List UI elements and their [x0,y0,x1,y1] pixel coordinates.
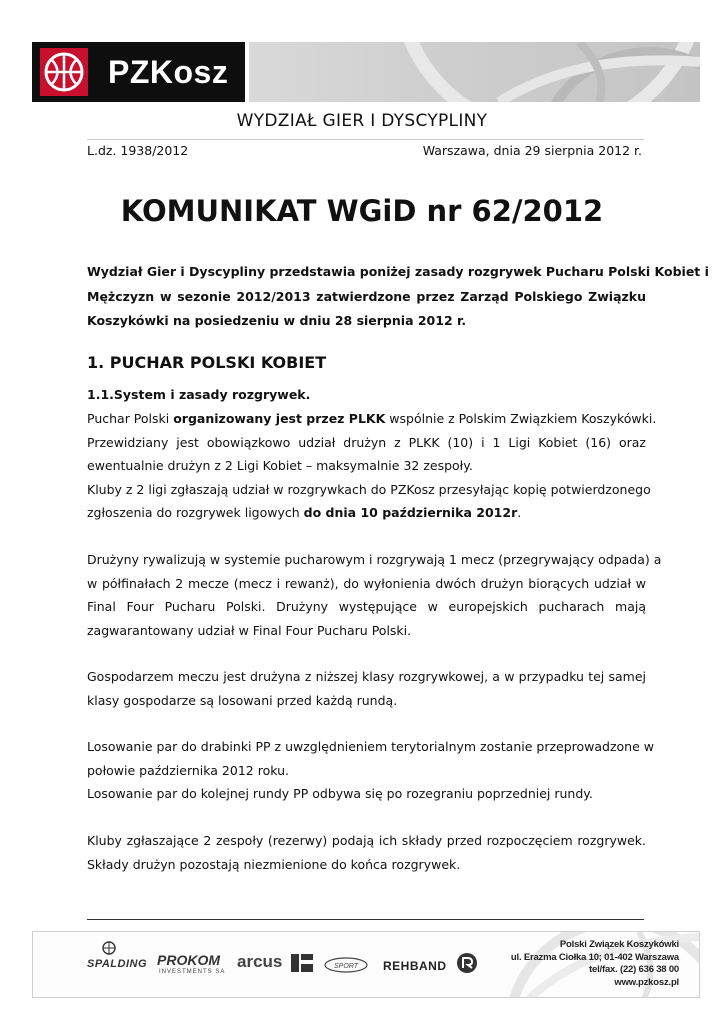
paragraph-line: Przewidziany jest obowiązkowo udział drużyn z PLKK (10) i 1 Ligi Kobiet (16) oraz [87,434,646,450]
sponsor-arcus: arcus [237,952,283,971]
bold-text-run: organizowany jest przez PLKK [173,411,386,426]
sponsor-rehband: REHBAND [383,959,447,973]
sport-badge-icon [324,957,368,973]
intro-paragraph [87,260,709,334]
pzkosz-logo [32,42,245,102]
paragraph-system [87,548,662,642]
paragraph-line: Losowanie par do kolejnej rundy PP odbywa się po rozegraniu poprzedniej rundy. [87,786,593,801]
footer [32,931,700,998]
address-line: tel/fax. (22) 636 38 00 [589,964,679,975]
divider [87,139,644,140]
paragraph-draw [87,735,654,806]
paragraph-line: Kluby z 2 ligi zgłaszają udział w rozgrywkach do PZKosz przesyłając kopię potwierdzonego [87,481,651,497]
text-run: zgłoszenia do rozgrywek ligowych [87,505,304,520]
sponsor-spalding: SPALDING [87,958,148,970]
paragraph-line: Kluby zgłaszające 2 zespoły (rezerwy) podają ich składy przed rozpoczęciem rozgrywek. [87,833,646,848]
basketball-logo-icon [40,48,88,96]
reference-number: L.dz. 1938/2012 [87,143,189,158]
text-run: Puchar Polski [87,411,174,426]
paragraph-line: połowie października 2012 roku. [87,762,289,778]
paragraph-line: Składy drużyn pozostają niezmienione do końca rozgrywek. [87,856,461,872]
paragraph-organization [87,407,657,525]
paragraph-host [87,665,646,712]
paragraph-line [87,501,646,525]
place-date: Warszawa, dnia 29 sierpnia 2012 r. [422,143,642,158]
document-title: KOMUNIKAT WGiD nr 62/2012 [120,194,604,228]
rehband-mark-icon [456,952,478,974]
intro-line: Wydział Gier i Dyscypliny przedstawia poniżej zasady rozgrywek Pucharu Polski Kobiet i [87,264,709,279]
department-name: WYDZIAŁ GIER I DYSCYPLINY [236,111,488,131]
sponsor-prokom: PROKOM [157,952,220,968]
spalding-ball-icon [101,940,117,956]
paragraph-line: Final Four Pucharu Polski. Drużyny występujące w europejskich pucharach mają [87,599,646,614]
logo-wordmark: PZKosz [108,54,229,90]
arcus-mark-icon [291,954,313,972]
paragraph-line: klasy gospodarze są losowani przed każdą rundą. [87,692,398,708]
federation-address [511,939,679,989]
text-run: wspólnie z Polskim Związkiem Koszykówki. [385,411,657,426]
paragraph-line: w półfinałach 2 mecze (mecz i rewanż), do wyłonienia dwóch drużyn biorących udział w [87,575,646,591]
paragraph-line: zagwarantowany udział w Final Four Pucharu Polski. [87,622,412,638]
sponsor-sport: SPORT [334,963,358,970]
intro-line: Mężczyzn w sezonie 2012/2013 zatwierdzone przez Zarząd Polskiego Związku [87,288,646,304]
bold-text-run: do dnia 10 października 2012r [303,505,518,520]
paragraph-rosters [87,829,646,876]
text-run: . [517,505,522,520]
basketball-lines-icon [249,42,700,102]
paragraph-line [87,407,657,431]
section-heading: 1. PUCHAR POLSKI KOBIET [87,353,327,372]
website-link[interactable]: www.pzkosz.pl [614,976,679,988]
banner-graphic [249,42,700,102]
paragraph-line: Gospodarzem meczu jest drużyna z niższej klasy rozgrywkowej, a w przypadku tej samej [87,669,646,684]
paragraph-line: ewentualnie drużyn z 2 Ligi Kobiet – maksymalnie 32 zespoły. [87,458,473,473]
paragraph-line: Losowanie par do drabinki PP z uwzględnieniem terytorialnym zostanie przeprowadzone w [87,739,654,754]
paragraph-line: Drużyny rywalizują w systemie pucharowym i rozgrywają 1 mecz (przegrywający odpada) a [87,552,662,567]
subsection-heading: 1.1.System i zasady rozgrywek. [87,387,311,402]
address-line: Polski Związek Koszykówki [559,939,679,950]
footer-divider [87,919,644,920]
intro-line: Koszykówki na posiedzeniu w dniu 28 sierpnia 2012 r. [87,313,467,328]
address-line: ul. Erazma Ciołka 10; 01-402 Warszawa [510,951,679,963]
header-banner [32,42,700,102]
sponsor-prokom-subtitle: INVESTMENTS SA [159,969,226,975]
